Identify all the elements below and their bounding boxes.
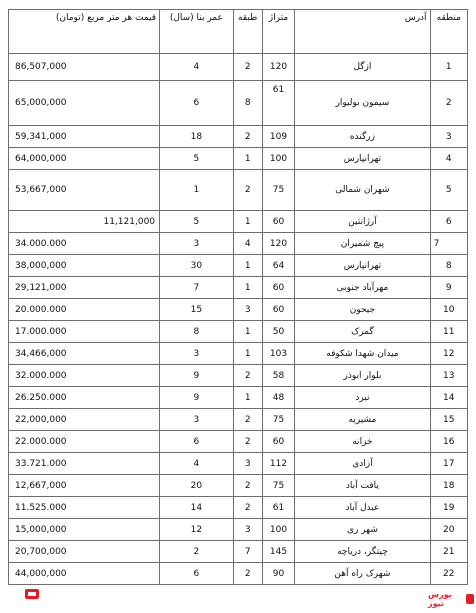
watermark-logo <box>428 591 474 607</box>
cell-price: 34,466,000 <box>9 343 160 365</box>
cell-address: ازگل <box>295 54 430 81</box>
cell-region: 21 <box>430 541 467 563</box>
cell-price: 20,700,000 <box>9 541 160 563</box>
cell-area: 61 <box>262 497 295 519</box>
cell-region: 17 <box>430 453 467 475</box>
cell-age: 6 <box>160 563 234 585</box>
cell-price: 15,000,000 <box>9 519 160 541</box>
table-row <box>9 431 468 453</box>
cell-address: بلوار ابوذر <box>295 365 430 387</box>
cell-region: 14 <box>430 387 467 409</box>
cell-address: شهر ری <box>295 519 430 541</box>
table-row <box>9 126 468 148</box>
cell-age: 5 <box>160 211 234 233</box>
table-row <box>9 54 468 81</box>
cell-area: 61 <box>262 81 295 126</box>
cell-address: عبدل آباد <box>295 497 430 519</box>
cell-floor: 2 <box>233 409 262 431</box>
table-row <box>9 277 468 299</box>
cell-address: چیتگر، دریاچه <box>295 541 430 563</box>
cell-address: خزانه <box>295 431 430 453</box>
cell-price: 64,000,000 <box>9 148 160 170</box>
cell-age: 2 <box>160 541 234 563</box>
cell-region: 11 <box>430 321 467 343</box>
cell-age: 14 <box>160 497 234 519</box>
cell-address: آزادی <box>295 453 430 475</box>
cell-region: 18 <box>430 475 467 497</box>
cell-region: 15 <box>430 409 467 431</box>
table-row <box>9 453 468 475</box>
cell-region: 6 <box>430 211 467 233</box>
cell-address: مشیریه <box>295 409 430 431</box>
cell-age: 9 <box>160 387 234 409</box>
cell-address: تهرانپارس <box>295 148 430 170</box>
cell-floor: 1 <box>233 277 262 299</box>
table-row <box>9 81 468 126</box>
cell-floor: 1 <box>233 255 262 277</box>
cell-area: 100 <box>262 519 295 541</box>
table-row <box>9 519 468 541</box>
cell-floor: 2 <box>233 170 262 211</box>
cell-floor: 3 <box>233 453 262 475</box>
cell-address: شهرک راه آهن <box>295 563 430 585</box>
cell-age: 6 <box>160 431 234 453</box>
cell-price: 59,341,000 <box>9 126 160 148</box>
cell-address: میدان شهدا شکوفه <box>295 343 430 365</box>
cell-region: 8 <box>430 255 467 277</box>
cell-price: 65,000,000 <box>9 81 160 126</box>
cell-address: مهرآباد جنوبی <box>295 277 430 299</box>
cell-floor: 1 <box>233 148 262 170</box>
table-row <box>9 255 468 277</box>
cell-age: 4 <box>160 54 234 81</box>
cell-floor: 8 <box>233 81 262 126</box>
cell-age: 15 <box>160 299 234 321</box>
cell-price: 22.000.000 <box>9 431 160 453</box>
table-row <box>9 365 468 387</box>
cell-region: 20 <box>430 519 467 541</box>
cell-area: 50 <box>262 321 295 343</box>
table-row <box>9 541 468 563</box>
cell-age: 9 <box>160 365 234 387</box>
cell-area: 100 <box>262 148 295 170</box>
cell-price: 12,667,000 <box>9 475 160 497</box>
cell-age: 3 <box>160 343 234 365</box>
cell-floor: 3 <box>233 299 262 321</box>
cell-age: 3 <box>160 409 234 431</box>
cell-region: 4 <box>430 148 467 170</box>
cell-floor: 1 <box>233 343 262 365</box>
cell-price: 29,121,000 <box>9 277 160 299</box>
cell-address: شهران شمالی <box>295 170 430 211</box>
cell-region: 22 <box>430 563 467 585</box>
cell-area: 112 <box>262 453 295 475</box>
cell-age: 30 <box>160 255 234 277</box>
cell-floor: 2 <box>233 54 262 81</box>
housing-price-table <box>8 9 468 585</box>
watermark-text: بورس نیوز <box>428 590 452 608</box>
cell-area: 120 <box>262 54 295 81</box>
table-row <box>9 211 468 233</box>
cell-region: 5 <box>430 170 467 211</box>
cell-price: 33.721.000 <box>9 453 160 475</box>
cell-price: 17.000.000 <box>9 321 160 343</box>
cell-region: 19 <box>430 497 467 519</box>
cell-floor: 2 <box>233 497 262 519</box>
cell-price: 11,121,000 <box>9 211 160 233</box>
cell-area: 58 <box>262 365 295 387</box>
cell-area: 60 <box>262 277 295 299</box>
cell-area: 75 <box>262 475 295 497</box>
cell-address: تهرانپارس <box>295 255 430 277</box>
cell-area: 48 <box>262 387 295 409</box>
cell-price: 34.000.000 <box>9 233 160 255</box>
cell-area: 60 <box>262 431 295 453</box>
table-row <box>9 497 468 519</box>
column-header-floor: طبقه <box>233 10 262 54</box>
cell-area: 75 <box>262 170 295 211</box>
cell-age: 20 <box>160 475 234 497</box>
cell-age: 3 <box>160 233 234 255</box>
cell-area: 145 <box>262 541 295 563</box>
cell-floor: 2 <box>233 365 262 387</box>
cell-region: 2 <box>430 81 467 126</box>
cell-age: 18 <box>160 126 234 148</box>
cell-area: 75 <box>262 409 295 431</box>
table-row <box>9 170 468 211</box>
header-row <box>9 10 468 54</box>
cell-area: 60 <box>262 299 295 321</box>
cell-region: 1 <box>430 54 467 81</box>
cell-area: 109 <box>262 126 295 148</box>
cell-address: آرژانتین <box>295 211 430 233</box>
cell-price: 32.000.000 <box>9 365 160 387</box>
cell-floor: 2 <box>233 431 262 453</box>
cell-floor: 4 <box>233 233 262 255</box>
table-row <box>9 148 468 170</box>
logo-icon <box>466 594 474 604</box>
table-row <box>9 409 468 431</box>
cell-age: 1 <box>160 170 234 211</box>
cell-area: 90 <box>262 563 295 585</box>
cell-region: 10 <box>430 299 467 321</box>
cell-price: 44,000,000 <box>9 563 160 585</box>
cell-address: زرگنده <box>295 126 430 148</box>
table-row <box>9 475 468 497</box>
cell-address: یافت آباد <box>295 475 430 497</box>
cell-age: 6 <box>160 81 234 126</box>
column-header-area: متراژ <box>262 10 295 54</box>
cell-age: 4 <box>160 453 234 475</box>
cell-region: 3 <box>430 126 467 148</box>
column-header-region: منطقه <box>430 10 467 54</box>
table-row <box>9 233 468 255</box>
cell-floor: 2 <box>233 475 262 497</box>
cell-price: 11.525.000 <box>9 497 160 519</box>
cell-age: 12 <box>160 519 234 541</box>
cell-address: پیچ شمیران <box>295 233 430 255</box>
cell-floor: 2 <box>233 126 262 148</box>
cell-price: 20.000.000 <box>9 299 160 321</box>
cell-floor: 2 <box>233 563 262 585</box>
cell-address: گمرک <box>295 321 430 343</box>
cell-price: 26.250.000 <box>9 387 160 409</box>
cell-region: 9 <box>430 277 467 299</box>
column-header-price: قیمت هر متر مربع (تومان) <box>9 10 160 54</box>
table-body <box>9 54 468 585</box>
cell-age: 7 <box>160 277 234 299</box>
cell-region: 13 <box>430 365 467 387</box>
cell-floor: 3 <box>233 519 262 541</box>
column-header-age: عمر بنا (سال) <box>160 10 234 54</box>
cell-price: 86,507,000 <box>9 54 160 81</box>
cell-address: جیحون <box>295 299 430 321</box>
column-header-address: آدرس <box>295 10 430 54</box>
cell-price: 53,667,000 <box>9 170 160 211</box>
cell-region: 7 <box>430 233 467 255</box>
table-row <box>9 321 468 343</box>
cell-floor: 7 <box>233 541 262 563</box>
cell-region: 12 <box>430 343 467 365</box>
table-row <box>9 387 468 409</box>
cell-floor: 1 <box>233 387 262 409</box>
cell-price: 38,000,000 <box>9 255 160 277</box>
cell-region: 16 <box>430 431 467 453</box>
table-row <box>9 563 468 585</box>
table-row <box>9 299 468 321</box>
cell-address: نبرد <box>295 387 430 409</box>
cell-floor: 1 <box>233 321 262 343</box>
cell-price: 22,000,000 <box>9 409 160 431</box>
cell-area: 64 <box>262 255 295 277</box>
cell-floor: 1 <box>233 211 262 233</box>
table-row <box>9 343 468 365</box>
cell-address: سیمون بولیوار <box>295 81 430 126</box>
cell-area: 103 <box>262 343 295 365</box>
cell-age: 8 <box>160 321 234 343</box>
cell-age: 5 <box>160 148 234 170</box>
cell-area: 60 <box>262 211 295 233</box>
cell-area: 120 <box>262 233 295 255</box>
corner-logo-icon <box>24 586 40 602</box>
